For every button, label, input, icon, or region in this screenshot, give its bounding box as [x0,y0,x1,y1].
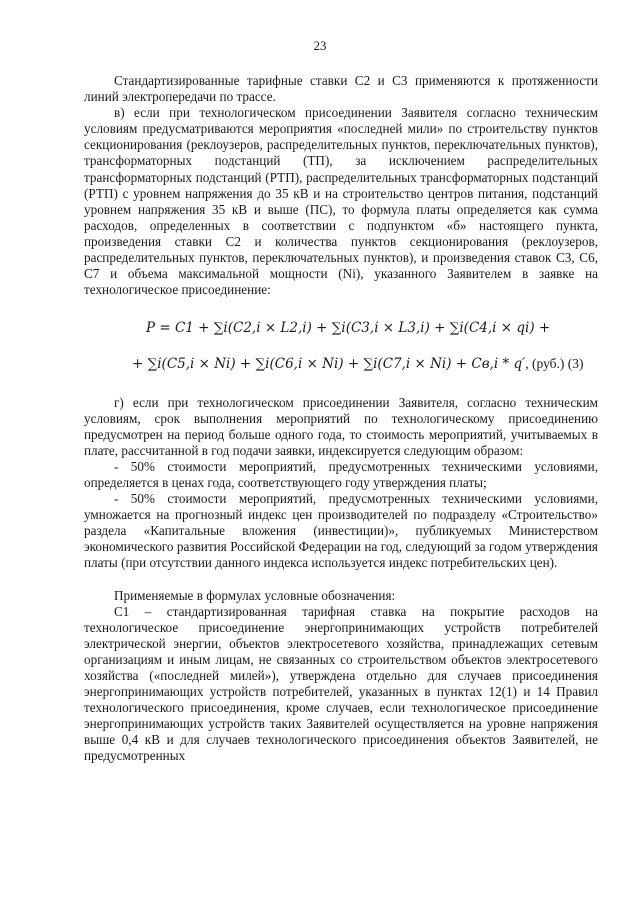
paragraph-g: г) если при технологическом присоединении Заявителя, согласно техническим условиям, срок выполнения мероприятий по технологическому присоединению предусмотрен на период больше одного года, то стоимость мероприятий, учитываемых в плате, рассчитанной в год подачи заявки, индексируется следующим образом: [84,394,598,458]
formula-label: , (руб.) (3) [525,356,584,372]
paragraph-indexation-1: - 50% стоимости мероприятий, предусмотренных техническими условиями, определяется в ценах года, соответствующего году утверждения платы; [84,458,598,490]
paragraph-v: в) если при технологическом присоединении Заявителя согласно техническим условиям предусматриваются мероприятия «последней мили» по строительству пунктов секционирования (реклоузеров, распределительных пунктов, переключательных пунктов), трансформаторных подстанций (ТП), за исключением распределительных трансформаторных подстанций (РТП), распределительных трансформаторных подстанций (РТП) с уровнем напряжения до 35 кВ и на строительство центров питания, подстанций уровнем напряжения 35 кВ и выше (ПС), то формула платы определяется как сумма расходов, определенных в соответствии с подпунктом «б» настоящего пункта, произведения ставки C2 и количества пунктов секционирования (реклоузеров, распределительных пунктов, переключательных пунктов), и произведения ставок C3, C6, C7 и объема максимальной мощности (Ni), указанного Заявителем в заявке на технологическое присоединение: [84,105,598,298]
formula-line-2-expression: + ∑i(C5,i × Ni) + ∑i(C6,i × Ni) + ∑i(C7,i × Ni) + Cв,i * q′ [132,356,526,373]
formula-line-1: P = C1 + ∑i(C2,i × L2,i) + ∑i(C3,i × L3,i) + ∑i(C4,i × qi) + [146,320,551,337]
document-body [84,73,598,765]
section-gap [84,572,598,588]
paragraph-notation-heading: Применяемые в формулах условные обозначения: [114,587,396,603]
paragraph-indexation-2: - 50% стоимости мероприятий, предусмотренных техническими условиями, умножается на прогнозный индекс цен производителей по подразделу «Строительство» раздела «Капитальные вложения (инвестиции)», публикуемых Министерством экономического развития Российской Федерации на год, следующий за годом утверждения платы (при отсутствии данного индекса используется индекс потребительских цен). [84,491,598,571]
paragraph-c1-definition: C1 – стандартизированная тарифная ставка на покрытие расходов на технологическое присоединение энергопринимающих устройств потребителей электрической энергии, объектов электросетевого хозяйства, принадлежащих сетевым организациям и иным лицам, не связанных со строительством объектов электросетевого хозяйства («последней милей»), утверждена отдельно для случаев присоединения энергопринимающих устройств потребителей, указанных в пунктах 12(1) и 14 Правил технологического присоединения, кроме случаев, если технологическое присоединение энергопринимающих устройств таких Заявителей осуществляется на уровне напряжения выше 0,4 кВ и для случаев технологического присоединения объектов Заявителей, не предусмотренных [84,603,598,764]
formula-line-2 [132,356,598,372]
page-number: 23 [313,38,327,53]
paragraph-c2-c3: Стандартизированные тарифные ставки C2 и C3 применяются к протяженности линий электропередачи по трассе. [84,73,598,105]
